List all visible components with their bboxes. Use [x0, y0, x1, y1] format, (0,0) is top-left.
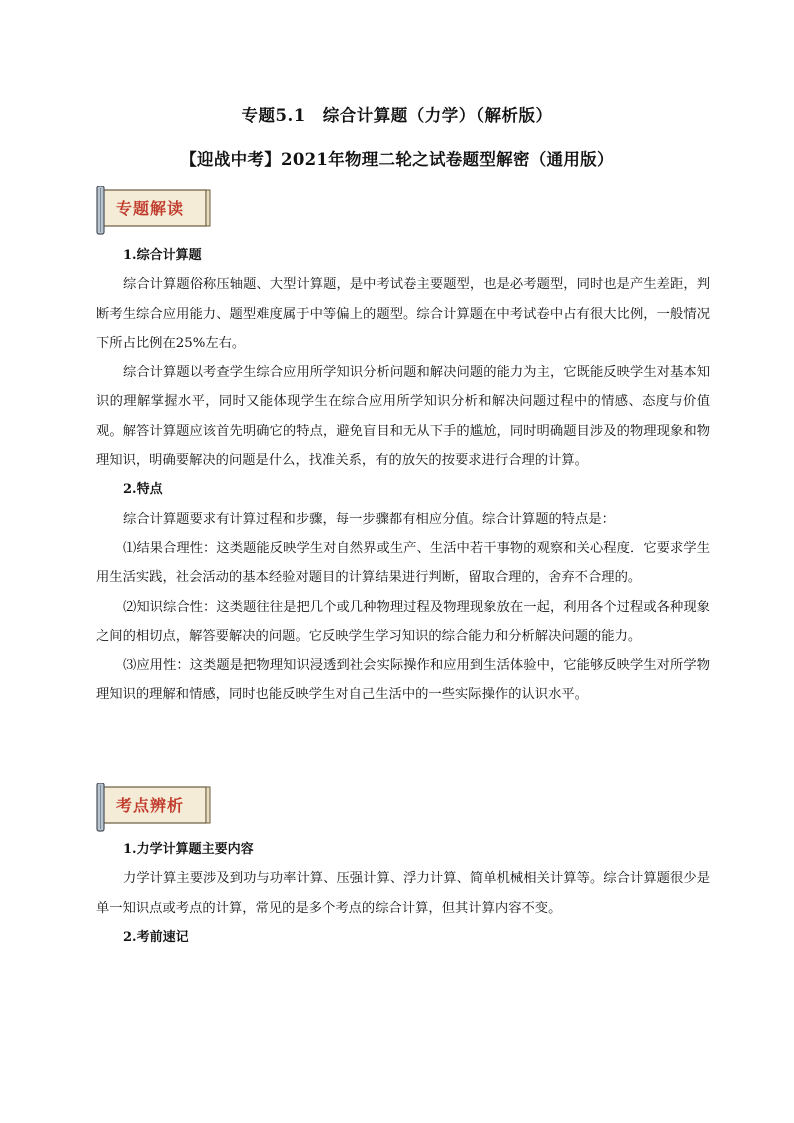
page-subtitle: 【迎战中考】2021年物理二轮之试卷题型解密（通用版） [180, 150, 614, 169]
banner-label: 专题解读 [116, 199, 185, 218]
paragraph: 综合计算题以考查学生综合应用所学知识分析问题和解决问题的能力为主，它既能反映学生对基本知识的理解掌握水平，同时又能体现学生在综合应用所学知识分析和解决问题过程中的情感、态度与价值观。解答计算题应该首先明确它的特点，避免盲目和无从下手的尴尬，同时明确题目涉及的物理现象和物理知识，明确要解决的问题是什么，找准关系，有的放矢的按要求进行合理的计算。 [96, 365, 710, 469]
section-analysis [96, 835, 710, 952]
banner-label: 考点辨析 [116, 796, 185, 815]
paragraph: 综合计算题俗称压轴题、大型计算题，是中考试卷主要题型，也是必考题型，同时也是产生差距，判断考生综合应用能力、题型难度属于中等偏上的题型。综合计算题在中考试卷中占有很大比例，一般情况下所占比例在25%左右。 [96, 277, 710, 351]
banner-analysis [94, 783, 214, 827]
paragraph: ⑶应用性：这类题是把物理知识浸透到社会实际操作和应用到生活体验中，它能够反映学生对所学物理知识的理解和情感，同时也能反映学生对自己生活中的一些实际操作的认识水平。 [96, 658, 710, 703]
section-heading: 2.考前速记 [123, 929, 189, 945]
paragraph: 综合计算题要求有计算过程和步骤，每一步骤都有相应分值。综合计算题的特点是： [123, 511, 615, 527]
section-interpretation [96, 241, 710, 710]
section-heading: 1.力学计算题主要内容 [123, 842, 254, 857]
paragraph: 力学计算主要涉及到功与功率计算、压强计算、浮力计算、简单机械相关计算等。综合计算题很少是单一知识点或考点的计算，常见的是多个考点的综合计算，但其计算内容不变。 [96, 871, 710, 916]
page-title: 专题5.1 综合计算题（力学）（解析版） [241, 106, 553, 125]
section-heading: 2.特点 [123, 482, 163, 498]
section-heading: 1.综合计算题 [123, 248, 202, 263]
paragraph: ⑵知识综合性：这类题往往是把几个或几种物理过程及物理现象放在一起，利用各个过程或各种现象之间的相切点，解答要解决的问题。它反映学生学习知识的综合能力和分析解决问题的能力。 [96, 599, 710, 644]
paragraph: ⑴结果合理性：这类题能反映学生对自然界或生产、生活中若干事物的观察和关心程度．它要求学生用生活实践，社会活动的基本经验对题目的计算结果进行判断，留取合理的，舍弃不合理的。 [96, 540, 710, 586]
banner-interpretation [94, 186, 214, 230]
